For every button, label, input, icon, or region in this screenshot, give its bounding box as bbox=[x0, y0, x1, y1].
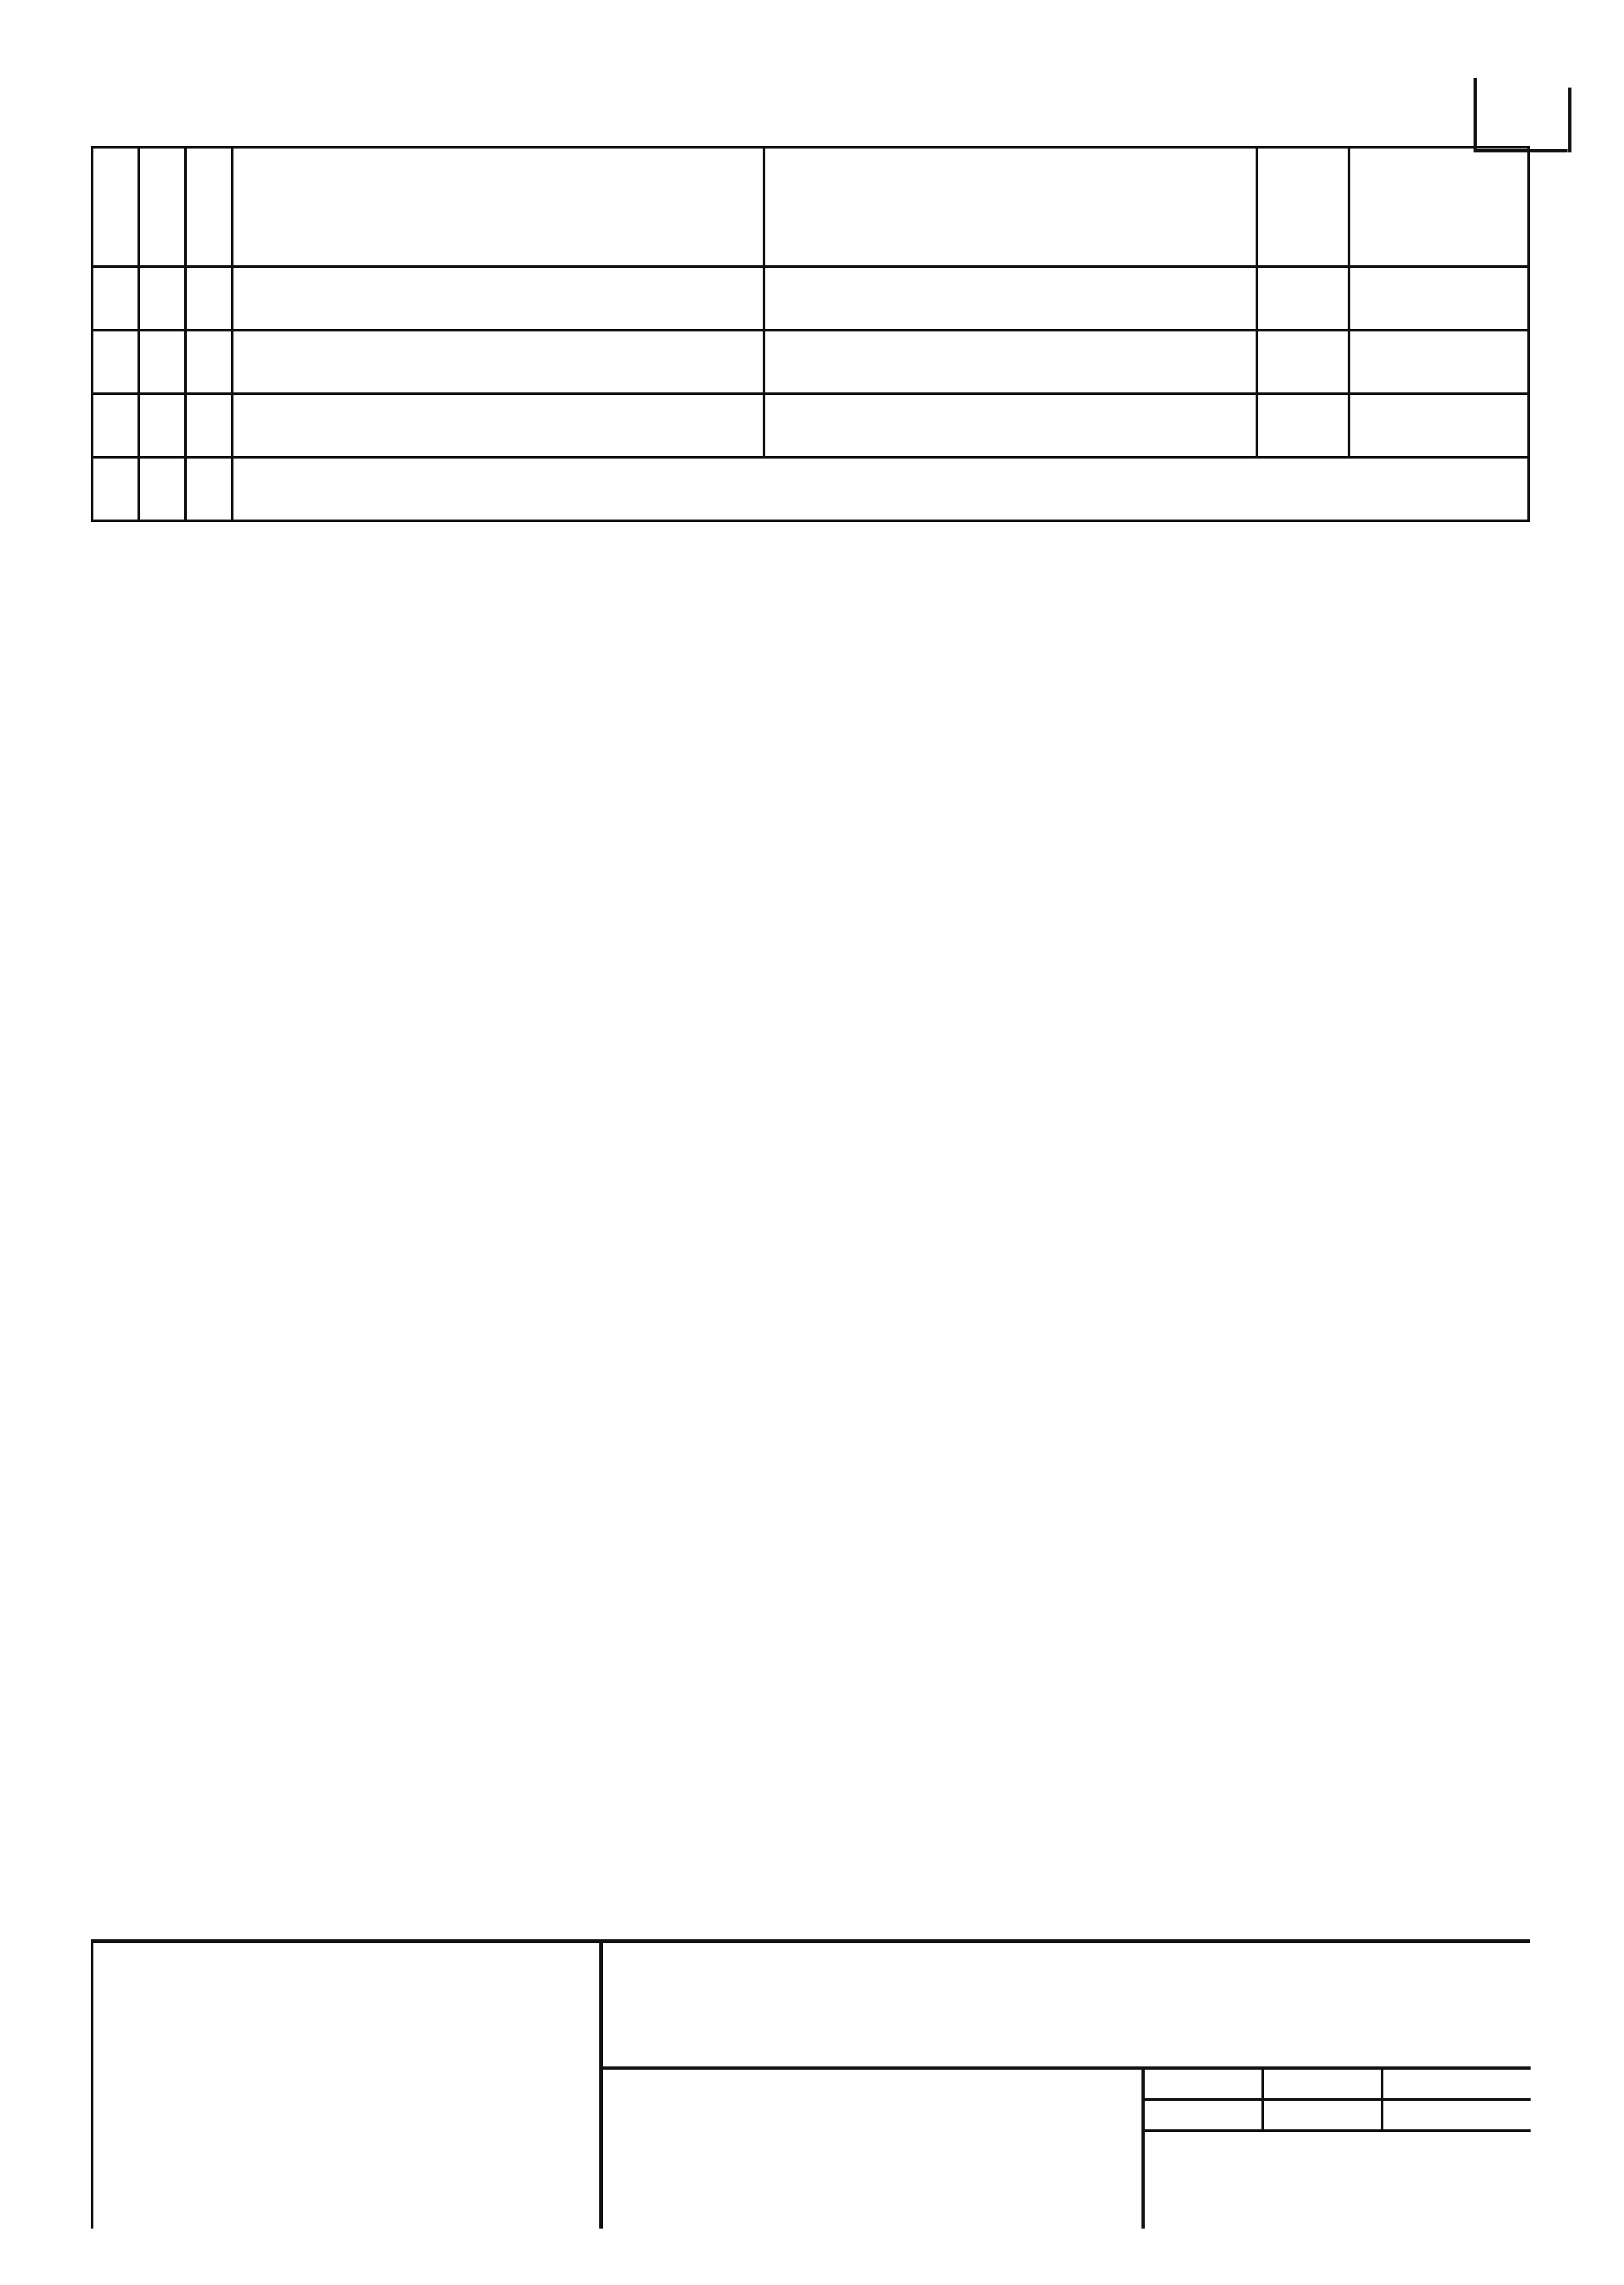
header-qty bbox=[1257, 147, 1349, 267]
docs-code bbox=[232, 330, 764, 394]
docs-section-title bbox=[764, 267, 1257, 330]
title-block-title bbox=[603, 2070, 1145, 2229]
sheet-value bbox=[1264, 2101, 1383, 2129]
header-zone bbox=[139, 147, 185, 267]
title-block bbox=[91, 1939, 1530, 2229]
stage-panel bbox=[1145, 2070, 1531, 2229]
frame-tick bbox=[1568, 88, 1571, 152]
sheet-label bbox=[1264, 2070, 1383, 2098]
variants-title bbox=[232, 457, 1529, 521]
header-pos bbox=[185, 147, 232, 267]
page-number bbox=[1474, 78, 1568, 152]
docs-section-row bbox=[92, 267, 1529, 330]
header-name bbox=[764, 147, 1257, 267]
header-designation bbox=[232, 147, 764, 267]
docs-row bbox=[92, 330, 1529, 394]
docs-format bbox=[92, 330, 139, 394]
stage-value bbox=[1145, 2101, 1264, 2129]
sheets-value bbox=[1383, 2101, 1531, 2129]
specification-table bbox=[91, 146, 1530, 522]
variants-title-row bbox=[92, 457, 1529, 521]
header-note bbox=[1349, 147, 1529, 267]
header-format bbox=[92, 147, 139, 267]
stage-label bbox=[1145, 2070, 1264, 2098]
empty-row bbox=[92, 394, 1529, 457]
signatures-panel bbox=[93, 1943, 603, 2229]
sheets-label bbox=[1383, 2070, 1531, 2098]
docs-name bbox=[764, 330, 1257, 394]
organization bbox=[1145, 2135, 1531, 2229]
title-block-code bbox=[603, 1943, 1531, 2070]
table-header bbox=[92, 147, 1529, 267]
